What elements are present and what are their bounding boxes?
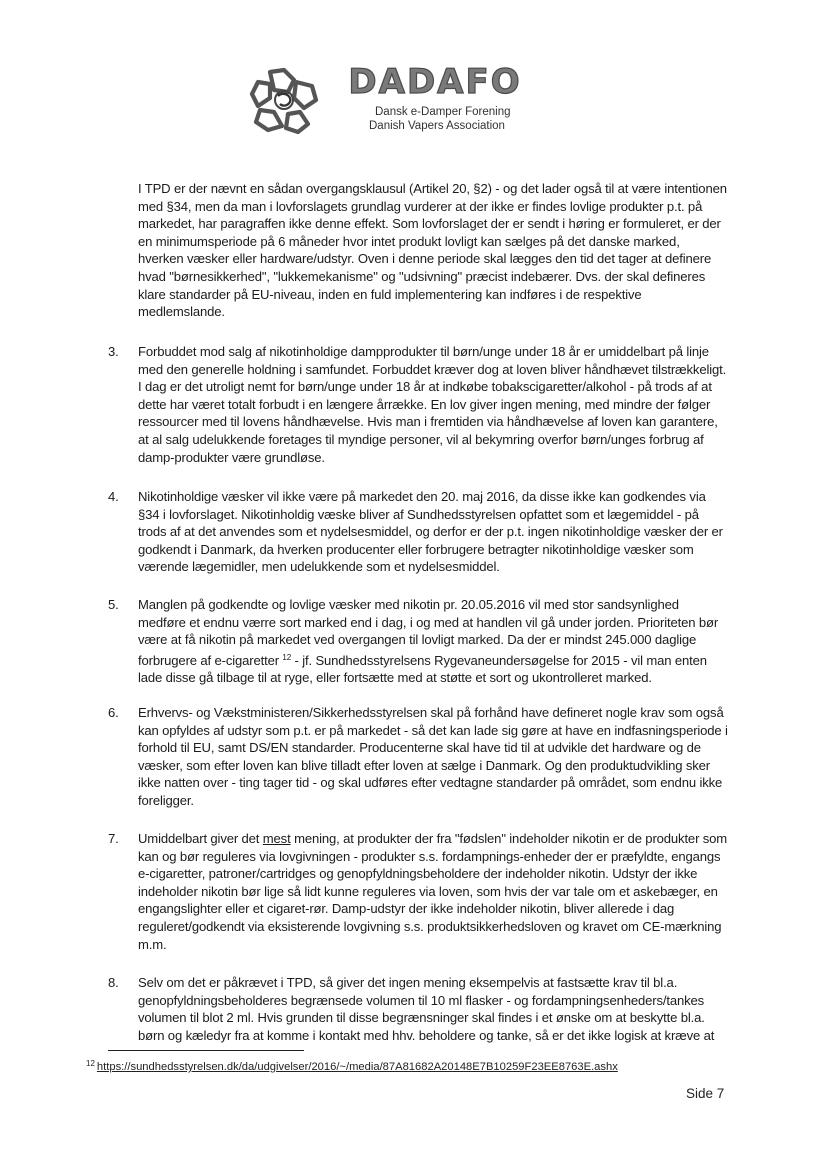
list-item-number: 3. [108, 344, 119, 359]
tagline-english: Danish Vapers Association [369, 120, 505, 132]
list-item-text [138, 596, 730, 687]
footnote-reference[interactable]: 12 [282, 652, 292, 662]
tagline-danish: Dansk e-Damper Forening [375, 106, 511, 118]
list-item-text: Erhvervs- og Vækstministeren/Sikkerhedsstyrelsen skal på forhånd have defineret nogle krav som også kan opfyldes af udstyr som p.t. er på markedet - så det kan lade sig gøre at have en indfasningsperiode i forhold til EU, samt DS/EN standarder. Producenterne skal have tid til at udvikle det hardware og de væsker, som efter loven kan blive tilladt efter loven at sælge i Danmark. Og den produktudvikling sker ikke natten over - ting tager tid - og skal udføres efter vedtagne standarder på området, som endnu ikke foreligger. [138, 705, 728, 808]
list-item-number: 6. [108, 705, 119, 720]
list-item-text-part: mening, at produkter der fra "fødslen" indeholder nikotin er de produkter som kan og bør reguleres via lovgivningen - produkter s.s. fordampnings-enheder der er præfyldte, engangs e-cigaretter, patroner/cartridges og genopfyldningsbeholdere der indeholder nikotin. Udstyr der ikke indeholder nikotin bør lige så lidt kunne reguleres via loven, som hvis der var tale om et askebæger, en engangslighter eller et cigaret-rør. Damp-udstyr der ikke indeholder nikotin, bliver allerede i dag reguleret/godkendt via eksisterende lovgivning s.s. produktsikkerhedsloven og kravet om CE-mærkning m.m. [138, 831, 728, 952]
list-item-text [138, 830, 730, 953]
footnote-link[interactable]: https://sundhedsstyrelsen.dk/da/udgivelser/2016/~/media/87A81682A20148E7B10259F23EE8763E.ashx [96, 1061, 618, 1073]
page-number: Side 7 [686, 1086, 725, 1101]
underlined-word: mest [262, 831, 291, 846]
list-item-number: 5. [108, 597, 119, 612]
wordmark-text: DADAFO [348, 62, 522, 102]
list-item-text: Forbuddet mod salg af nikotinholdige dampprodukter til børn/unge under 18 år er umiddelbart på linje med den generelle holdning i samfundet. Forbuddet kræver dog at loven bliver håndhævet tilstrækkeligt. I dag er det utroligt nemt for børn/unge under 18 år at indkøbe tobakscigaretter/alkohol - på trods af at dette har været totalt forbudt i en længere årrække. En lov giver ingen mening, med mindre der følger ressourcer med til lovens håndhævelse. Hvis man i fremtiden via håndhævelse af loven kan garantere, at al salg udelukkende foretages til myndige personer, vil al bekymring overfor børn/unges forbrug af damp-produkter være grundløse. [138, 344, 727, 465]
dadafo-logo-icon [248, 66, 320, 134]
footnote-marker: 12 [86, 1059, 95, 1068]
dadafo-wordmark [348, 62, 522, 102]
list-item-number: 7. [108, 831, 119, 846]
list-item-number: 4. [108, 489, 119, 504]
list-item-number: 8. [108, 975, 119, 990]
list-item-text-part: Umiddelbart giver det [138, 831, 263, 846]
footnote [86, 1059, 618, 1073]
letterhead [248, 48, 548, 148]
footnote-divider [108, 1050, 304, 1051]
list-item-text-part: Manglen på godkendte og lovlige væsker med nikotin pr. 20.05.2016 vil med stor sandsynlighed medføre et endnu værre sort marked end i dag, i og med at handlen vil gå under jorden. Prioriteten bør være at få nikotin på markedet ved overgangen til lovligt marked. Da der er mindst 245.000 daglige forbrugere af e-cigaretter [138, 597, 719, 668]
intro-paragraph: I TPD er der nævnt en sådan overgangsklausul (Artikel 20, §2) - og det lader også til at være intentionen med §34, men da man i lovforslagets grundlag vurderer at der ikke er findes lovlige produkter p.t. på markedet, har paragraffen ikke denne effekt. Som lovforslaget der er sendt i høring er formuleret, er der en minimumsperiode på 6 måneder hvor intet produkt lovligt kan sælges på det danske marked, hverken væsker eller hardware/udstyr. Oven i denne periode skal lægges den tid det tager at definere hvad "børnesikkerhed", "lukkemekanisme" og "udsivning" præcist indebærer. Dvs. der skal defineres klare standarder på EU-niveau, inden en fuld implementering kan indføres i de respektive medlemslande. [138, 181, 727, 320]
list-item-text: Nikotinholdige væsker vil ikke være på markedet den 20. maj 2016, da disse ikke kan godkendes via §34 i lovforslaget. Nikotinholdig væske bliver af Sundhedsstyrelsen opfattet som et lægemiddel - på trods af at det anvendes som et nydelsesmiddel, og derfor er der p.t. ingen nikotinholdige væsker der er godkendt i Danmark, da hverken producenter eller forbrugere betragter nikotinholdige væsker som værende lægemidler, men udelukkende som et nydelsesmiddel. [138, 489, 723, 575]
list-item-text: Selv om det er påkrævet i TPD, så giver det ingen mening eksempelvis at fastsætte krav til bl.a. genopfyldningsbeholderes begrænsede volumen til 10 ml flasker - og fordampningsenheders/tankes volumen til blot 2 ml. Hvis grunden til disse begrænsninger skal findes i et ønske om at beskytte bl.a. børn og kæledyr fra at komme i kontakt med hhv. beholdere og tanke, så er det ikke logisk at kræve at [138, 975, 715, 1043]
list-item-text-part: - jf. Sundhedsstyrelsens Rygevaneundersøgelse for 2015 - vil man enten lade disse gå tilbage til at ryge, eller fortsætte med at støtte et sort og ukontrolleret marked. [138, 652, 707, 686]
